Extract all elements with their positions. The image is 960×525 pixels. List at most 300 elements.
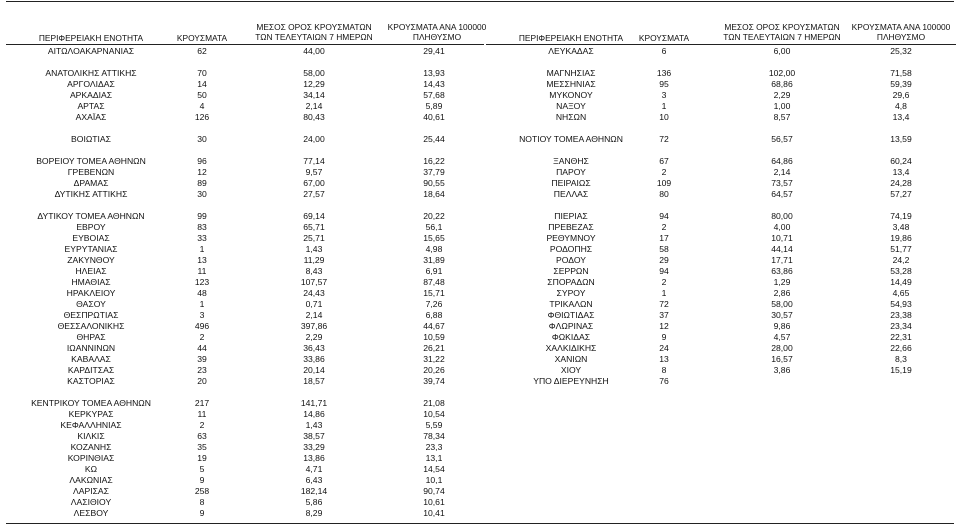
cell-cases: 109	[656, 178, 672, 188]
cell-region: ΘΑΣΟΥ	[76, 299, 106, 309]
table-row	[6, 497, 484, 508]
cell-avg: 11,29	[303, 255, 325, 265]
right-table	[486, 0, 956, 386]
cell-cases: 62	[197, 46, 207, 56]
cell-region: ΦΩΚΙΔΑΣ	[551, 332, 591, 342]
table-row	[6, 134, 484, 145]
cell-region: ΡΕΘΥΜΝΟΥ	[546, 233, 596, 243]
cell-per: 31,89	[423, 255, 445, 265]
cell-region: ΘΕΣΣΑΛΟΝΙΚΗΣ	[57, 321, 125, 331]
cell-cases: 12	[197, 167, 207, 177]
cell-region: ΗΡΑΚΛΕΙΟΥ	[66, 288, 116, 298]
table-row	[6, 178, 484, 189]
cell-per: 60,24	[890, 156, 912, 166]
cell-avg: 141,71	[300, 398, 328, 408]
cell-avg: 5,86	[305, 497, 323, 507]
cell-per: 14,43	[423, 79, 445, 89]
cell-per: 90,74	[423, 486, 445, 496]
table-row	[486, 233, 956, 244]
cell-region: ΚΟΡΙΝΘΙΑΣ	[67, 453, 115, 463]
cell-cases: 3	[661, 90, 667, 100]
cell-avg: 9,86	[773, 321, 791, 331]
cell-cases: 23	[197, 365, 207, 375]
cell-avg: 2,29	[773, 90, 791, 100]
cell-per: 13,93	[423, 68, 445, 78]
cell-region: ΞΑΝΘΗΣ	[553, 156, 589, 166]
cell-region: ΚΑΒΑΛΑΣ	[71, 354, 111, 364]
cell-cases: 19	[197, 453, 207, 463]
cell-cases: 8	[661, 365, 667, 375]
cell-cases: 11	[197, 266, 207, 276]
cell-region: ΗΛΕΙΑΣ	[75, 266, 107, 276]
cell-region: ΡΟΔΟΥ	[556, 255, 586, 265]
table-row	[6, 288, 484, 299]
cell-region: ΧΑΛΚΙΔΙΚΗΣ	[545, 343, 597, 353]
cell-cases: 9	[199, 475, 205, 485]
cell-per: 40,61	[423, 112, 445, 122]
cell-avg: 16,57	[771, 354, 793, 364]
table-row	[6, 299, 484, 310]
cell-avg: 4,71	[305, 464, 323, 474]
cell-avg: 27,57	[303, 189, 325, 199]
left-table-header	[6, 0, 487, 45]
cell-region: ΧΑΝΙΩΝ	[554, 354, 588, 364]
header-region: ΠΕΡΙΦΕΡΕΙΑΚΗ ΕΝΟΤΗΤΑ	[38, 33, 144, 43]
cell-cases: 37	[659, 310, 669, 320]
cell-per: 6,91	[425, 266, 443, 276]
cell-avg: 8,29	[305, 508, 323, 518]
cell-region: ΖΑΚΥΝΘΟΥ	[67, 255, 115, 265]
cell-cases: 13	[197, 255, 207, 265]
cell-region: ΓΡΕΒΕΝΩΝ	[67, 167, 115, 177]
cell-per: 31,22	[423, 354, 445, 364]
table-row	[486, 365, 956, 376]
cell-cases: 94	[659, 266, 669, 276]
table-row	[6, 398, 484, 409]
table-row	[6, 332, 484, 343]
cell-cases: 14	[197, 79, 207, 89]
table-row	[486, 134, 956, 145]
header-cases: ΚΡΟΥΣΜΑΤΑ	[638, 33, 690, 43]
table-row	[486, 299, 956, 310]
table-row	[486, 178, 956, 189]
table-row	[486, 46, 956, 57]
table-row	[6, 508, 484, 519]
cell-per: 71,58	[890, 68, 912, 78]
cell-per: 6,88	[425, 310, 443, 320]
table-row	[6, 244, 484, 255]
cell-per: 21,08	[423, 398, 445, 408]
cell-region: ΜΑΓΝΗΣΙΑΣ	[546, 68, 596, 78]
cell-per: 90,55	[423, 178, 445, 188]
cell-per: 51,77	[890, 244, 912, 254]
cell-avg: 20,14	[303, 365, 325, 375]
cell-avg: 24,43	[303, 288, 325, 298]
cell-per: 57,68	[423, 90, 445, 100]
table-row	[6, 321, 484, 332]
cell-cases: 258	[194, 486, 210, 496]
cell-avg: 36,43	[303, 343, 325, 353]
cell-per: 4,65	[892, 288, 910, 298]
cell-region: ΚΕΡΚΥΡΑΣ	[68, 409, 114, 419]
cell-cases: 6	[661, 46, 667, 56]
table-row	[486, 244, 956, 255]
table-row	[6, 277, 484, 288]
cell-cases: 50	[197, 90, 207, 100]
cell-per: 39,74	[423, 376, 445, 386]
cell-per: 59,39	[890, 79, 912, 89]
cell-per: 10,54	[423, 409, 445, 419]
cell-region: ΚΑΡΔΙΤΣΑΣ	[67, 365, 115, 375]
cell-per: 4,8	[895, 101, 907, 111]
cell-avg: 1,29	[773, 277, 791, 287]
table-row	[486, 310, 956, 321]
cell-avg: 77,14	[303, 156, 325, 166]
table-row	[6, 343, 484, 354]
cell-cases: 44	[197, 343, 207, 353]
cell-avg: 3,86	[773, 365, 791, 375]
table-row	[6, 486, 484, 497]
table-row	[6, 189, 484, 200]
header-per100k: ΚΡΟΥΣΜΑΤΑ ΑΝΑ 100000 ΠΛΗΘΥΣΜΟ	[387, 22, 487, 42]
cell-per: 78,34	[423, 431, 445, 441]
cell-avg: 182,14	[300, 486, 328, 496]
cell-per: 29,41	[423, 46, 445, 56]
cell-cases: 95	[659, 79, 669, 89]
cell-region: ΝΗΣΩΝ	[555, 112, 587, 122]
cell-per: 25,44	[423, 134, 445, 144]
cell-region: ΦΛΩΡΙΝΑΣ	[548, 321, 594, 331]
cell-cases: 48	[197, 288, 207, 298]
cell-cases: 2	[661, 222, 667, 232]
table-row	[6, 90, 484, 101]
cell-region: ΑΝΑΤΟΛΙΚΗΣ ΑΤΤΙΚΗΣ	[45, 68, 137, 78]
table-row	[486, 343, 956, 354]
cell-cases: 63	[197, 431, 207, 441]
cell-region: ΣΠΟΡΑΔΩΝ	[547, 277, 595, 287]
cell-region: ΕΥΡΥΤΑΝΙΑΣ	[64, 244, 118, 254]
cell-cases: 12	[659, 321, 669, 331]
cell-per: 74,19	[890, 211, 912, 221]
cell-avg: 0,71	[305, 299, 323, 309]
table-row	[486, 354, 956, 365]
cell-region: ΛΕΥΚΑΔΑΣ	[548, 46, 594, 56]
cell-cases: 2	[661, 167, 667, 177]
cell-region: ΛΑΣΙΘΙΟΥ	[70, 497, 112, 507]
cell-avg: 9,57	[305, 167, 323, 177]
cell-region: ΒΟΙΩΤΙΑΣ	[71, 134, 111, 144]
cell-cases: 13	[659, 354, 669, 364]
right-table-header	[486, 0, 956, 45]
cell-avg: 4,57	[773, 332, 791, 342]
cell-avg: 397,86	[300, 321, 328, 331]
table-row	[486, 167, 956, 178]
table-row	[486, 266, 956, 277]
cell-region: ΘΗΡΑΣ	[76, 332, 106, 342]
cell-per: 24,28	[890, 178, 912, 188]
cell-per: 5,89	[425, 101, 443, 111]
table-row	[6, 79, 484, 90]
cell-region: ΧΙΟΥ	[560, 365, 582, 375]
cell-cases: 3	[199, 310, 205, 320]
table-row	[486, 376, 956, 387]
cell-avg: 13,86	[303, 453, 325, 463]
cell-avg: 38,57	[303, 431, 325, 441]
cell-cases: 4	[199, 101, 205, 111]
cell-avg: 33,86	[303, 354, 325, 364]
cell-cases: 123	[194, 277, 210, 287]
cell-avg: 73,57	[771, 178, 793, 188]
cell-cases: 24	[659, 343, 669, 353]
cell-cases: 29	[659, 255, 669, 265]
cell-cases: 94	[659, 211, 669, 221]
table-row	[486, 189, 956, 200]
cell-per: 23,3	[425, 442, 443, 452]
cell-per: 23,38	[890, 310, 912, 320]
cell-avg: 8,43	[305, 266, 323, 276]
cell-avg: 10,71	[771, 233, 793, 243]
table-row	[6, 156, 484, 167]
table-row	[6, 233, 484, 244]
cell-region: ΙΩΑΝΝΙΝΩΝ	[66, 343, 116, 353]
cell-per: 7,26	[425, 299, 443, 309]
table-row	[6, 211, 484, 222]
cell-per: 3,48	[892, 222, 910, 232]
cell-region: ΣΥΡΟΥ	[556, 288, 586, 298]
cell-per: 23,34	[890, 321, 912, 331]
cell-per: 56,1	[425, 222, 443, 232]
table-row	[486, 277, 956, 288]
cell-region: ΦΘΙΩΤΙΔΑΣ	[547, 310, 595, 320]
cell-avg: 64,86	[771, 156, 793, 166]
header-cases: ΚΡΟΥΣΜΑΤΑ	[176, 33, 228, 43]
table-row	[6, 46, 484, 57]
cell-per: 24,2	[892, 255, 910, 265]
table-row	[6, 112, 484, 123]
cell-avg: 4,00	[773, 222, 791, 232]
cell-cases: 72	[659, 299, 669, 309]
cell-per: 16,22	[423, 156, 445, 166]
cell-per: 15,71	[423, 288, 445, 298]
table-row	[6, 453, 484, 464]
cell-region: ΠΑΡΟΥ	[556, 167, 586, 177]
table-row	[486, 90, 956, 101]
cell-avg: 58,00	[771, 299, 793, 309]
left-table	[6, 0, 487, 518]
cell-cases: 17	[659, 233, 669, 243]
cell-avg: 12,29	[303, 79, 325, 89]
table-row	[6, 222, 484, 233]
cell-per: 13,1	[425, 453, 443, 463]
cell-per: 29,6	[892, 90, 910, 100]
table-row	[486, 255, 956, 266]
table-row	[486, 156, 956, 167]
cell-region: ΑΡΚΑΔΙΑΣ	[69, 90, 113, 100]
cell-cases: 67	[659, 156, 669, 166]
cell-avg: 2,29	[305, 332, 323, 342]
table-row	[486, 101, 956, 112]
table-row	[486, 222, 956, 233]
table-row	[6, 376, 484, 387]
cell-per: 13,4	[892, 167, 910, 177]
cell-cases: 1	[199, 244, 205, 254]
cell-avg: 64,57	[771, 189, 793, 199]
cell-per: 5,59	[425, 420, 443, 430]
cell-avg: 28,00	[771, 343, 793, 353]
cell-per: 22,66	[890, 343, 912, 353]
cell-region: ΕΥΒΟΙΑΣ	[72, 233, 110, 243]
cell-cases: 2	[199, 420, 205, 430]
cell-cases: 33	[197, 233, 207, 243]
cell-region: ΜΥΚΟΝΟΥ	[549, 90, 593, 100]
cell-avg: 18,57	[303, 376, 325, 386]
cell-region: ΚΙΛΚΙΣ	[77, 431, 105, 441]
cell-region: ΤΡΙΚΑΛΩΝ	[549, 299, 593, 309]
cell-region: ΑΡΓΟΛΙΔΑΣ	[67, 79, 115, 89]
cell-avg: 33,29	[303, 442, 325, 452]
cell-cases: 39	[197, 354, 207, 364]
header-per100k: ΚΡΟΥΣΜΑΤΑ ΑΝΑ 100000 ΠΛΗΘΥΣΜΟ	[851, 22, 951, 42]
cell-avg: 25,71	[303, 233, 325, 243]
cell-region: ΑΡΤΑΣ	[77, 101, 105, 111]
cell-per: 26,21	[423, 343, 445, 353]
cell-region: ΛΑΡΙΣΑΣ	[73, 486, 109, 496]
cell-avg: 44,00	[303, 46, 325, 56]
cell-avg: 1,00	[773, 101, 791, 111]
cell-avg: 1,43	[305, 244, 323, 254]
table-row	[6, 310, 484, 321]
cell-region: ΔΥΤΙΚΟΥ ΤΟΜΕΑ ΑΘΗΝΩΝ	[37, 211, 145, 221]
cell-avg: 8,57	[773, 112, 791, 122]
cell-region: ΠΕΛΛΑΣ	[553, 189, 589, 199]
cell-per: 4,98	[425, 244, 443, 254]
cell-region: ΚΑΣΤΟΡΙΑΣ	[67, 376, 115, 386]
cell-cases: 136	[656, 68, 672, 78]
cell-region: ΚΕΦΑΛΛΗΝΙΑΣ	[60, 420, 122, 430]
cell-per: 19,86	[890, 233, 912, 243]
cell-region: ΥΠΟ ΔΙΕΡΕΥΝΗΣΗ	[533, 376, 609, 386]
cell-per: 10,59	[423, 332, 445, 342]
table-row	[6, 464, 484, 475]
cell-per: 20,22	[423, 211, 445, 221]
cell-avg: 24,00	[303, 134, 325, 144]
cell-cases: 10	[659, 112, 669, 122]
cell-cases: 5	[199, 464, 205, 474]
cell-avg: 2,86	[773, 288, 791, 298]
cell-avg: 68,86	[771, 79, 793, 89]
cell-region: ΛΑΚΩΝΙΑΣ	[69, 475, 113, 485]
table-row	[486, 288, 956, 299]
cell-per: 53,28	[890, 266, 912, 276]
cell-per: 13,4	[892, 112, 910, 122]
cell-cases: 30	[197, 134, 207, 144]
cell-cases: 2	[661, 277, 667, 287]
table-row	[6, 167, 484, 178]
table-row	[6, 420, 484, 431]
cell-avg: 102,00	[768, 68, 796, 78]
cell-avg: 56,57	[771, 134, 793, 144]
table-row	[486, 112, 956, 123]
cell-cases: 89	[197, 178, 207, 188]
table-row	[6, 101, 484, 112]
cell-per: 10,1	[425, 475, 443, 485]
cell-cases: 8	[199, 497, 205, 507]
table-row	[6, 475, 484, 486]
cell-region: ΚΕΝΤΡΙΚΟΥ ΤΟΜΕΑ ΑΘΗΝΩΝ	[31, 398, 151, 408]
cell-cases: 1	[199, 299, 205, 309]
cell-per: 20,26	[423, 365, 445, 375]
cell-avg: 80,43	[303, 112, 325, 122]
table-row	[6, 266, 484, 277]
cell-region: ΚΩ	[84, 464, 98, 474]
cell-per: 25,32	[890, 46, 912, 56]
table-row	[6, 431, 484, 442]
header-avg7: ΜΕΣΟΣ ΟΡΟΣ ΚΡΟΥΣΜΑΤΩΝ ΤΩΝ ΤΕΛΕΥΤΑΙΩΝ 7 ΗΜΕΡΩΝ	[255, 22, 373, 42]
cell-per: 14,54	[423, 464, 445, 474]
cell-avg: 2,14	[305, 310, 323, 320]
table-row	[486, 68, 956, 79]
cell-avg: 2,14	[773, 167, 791, 177]
cell-cases: 2	[199, 332, 205, 342]
table-row	[6, 409, 484, 420]
header-region: ΠΕΡΙΦΕΡΕΙΑΚΗ ΕΝΟΤΗΤΑ	[518, 33, 624, 43]
cell-avg: 65,71	[303, 222, 325, 232]
cell-cases: 11	[197, 409, 207, 419]
cell-per: 44,67	[423, 321, 445, 331]
table-row	[486, 321, 956, 332]
cell-region: ΠΕΙΡΑΙΩΣ	[551, 178, 591, 188]
table-row	[6, 365, 484, 376]
header-avg7: ΜΕΣΟΣ ΟΡΟΣ ΚΡΟΥΣΜΑΤΩΝ ΤΩΝ ΤΕΛΕΥΤΑΙΩΝ 7 ΗΜΕΡΩΝ	[723, 22, 841, 42]
cell-cases: 96	[197, 156, 207, 166]
cell-cases: 9	[661, 332, 667, 342]
cell-avg: 6,00	[773, 46, 791, 56]
table-row	[6, 442, 484, 453]
table-row	[6, 354, 484, 365]
cell-region: ΠΡΕΒΕΖΑΣ	[548, 222, 594, 232]
cell-region: ΠΙΕΡΙΑΣ	[554, 211, 588, 221]
cell-cases: 76	[659, 376, 669, 386]
cell-cases: 1	[661, 101, 667, 111]
cell-cases: 58	[659, 244, 669, 254]
cell-cases: 126	[194, 112, 210, 122]
cell-per: 10,61	[423, 497, 445, 507]
cell-region: ΔΡΑΜΑΣ	[73, 178, 109, 188]
cell-region: ΗΜΑΘΙΑΣ	[71, 277, 111, 287]
cell-region: ΝΟΤΙΟΥ ΤΟΜΕΑ ΑΘΗΝΩΝ	[519, 134, 623, 144]
cell-region: ΚΟΖΑΝΗΣ	[70, 442, 112, 452]
cell-avg: 30,57	[771, 310, 793, 320]
cell-avg: 69,14	[303, 211, 325, 221]
cell-region: ΔΥΤΙΚΗΣ ΑΤΤΙΚΗΣ	[54, 189, 128, 199]
cell-per: 14,49	[890, 277, 912, 287]
cell-per: 54,93	[890, 299, 912, 309]
cell-cases: 72	[659, 134, 669, 144]
cell-per: 15,65	[423, 233, 445, 243]
cell-cases: 1	[661, 288, 667, 298]
cell-per: 57,27	[890, 189, 912, 199]
cell-region: ΒΟΡΕΙΟΥ ΤΟΜΕΑ ΑΘΗΝΩΝ	[36, 156, 146, 166]
cell-avg: 44,14	[771, 244, 793, 254]
cell-region: ΝΑΞΟΥ	[556, 101, 586, 111]
cell-per: 10,41	[423, 508, 445, 518]
cell-cases: 30	[197, 189, 207, 199]
table-row	[486, 211, 956, 222]
cell-avg: 1,43	[305, 420, 323, 430]
cell-region: ΑΙΤΩΛΟΑΚΑΡΝΑΝΙΑΣ	[47, 46, 135, 56]
cell-cases: 496	[194, 321, 210, 331]
cell-region: ΘΕΣΠΡΩΤΙΑΣ	[63, 310, 119, 320]
